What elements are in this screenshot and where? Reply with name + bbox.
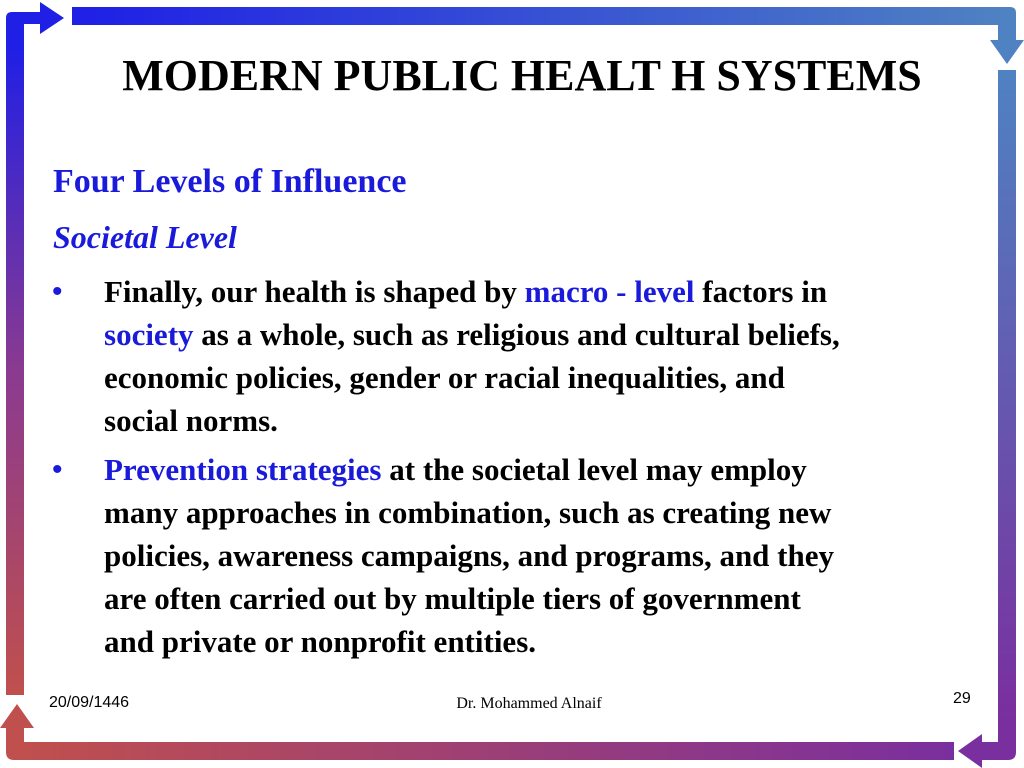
bullet-line: Prevention strategies at the societal level may employ [104, 452, 807, 487]
footer-date: 20/09/1446 [49, 694, 130, 711]
frame-left-bar [6, 45, 24, 695]
slide-title: MODERN PUBLIC HEALT H SYSTEMS [122, 51, 922, 100]
corner-arrow-bottom-right-icon [958, 715, 1016, 768]
slide-number: 29 [953, 690, 971, 707]
highlight-text: macro - level [524, 274, 695, 309]
footer-author: Dr. Mohammed Alnaif [456, 695, 602, 712]
bullet-line: social norms. [104, 403, 278, 438]
frame-top-bar [72, 7, 1010, 25]
bullet-line: policies, awareness campaigns, and programs, and they [104, 538, 834, 573]
section-subheading: Societal Level [53, 219, 237, 255]
bullet-marker: • [52, 453, 63, 486]
bullet-line: Finally, our health is shaped by macro - level factors in [104, 274, 828, 309]
frame-bottom-bar [14, 742, 954, 760]
corner-arrow-top-left-icon [6, 2, 64, 50]
bullet-line: are often carried out by multiple tiers of government [104, 581, 801, 616]
bullet-line: many approaches in combination, such as creating new [104, 495, 832, 530]
bullet-marker: • [52, 275, 63, 308]
bullet-line: economic policies, gender or racial inequalities, and [104, 360, 785, 395]
section-heading: Four Levels of Influence [53, 163, 407, 200]
highlight-text: Prevention strategies [104, 452, 382, 487]
bullet-line: and private or nonprofit entities. [104, 624, 537, 659]
frame-right-bar [998, 70, 1016, 720]
highlight-text: society [104, 317, 194, 352]
bullet-item-2 [104, 448, 974, 663]
bullet-item-1 [104, 270, 974, 442]
bullet-line: society as a whole, such as religious and cultural beliefs, [104, 317, 840, 352]
